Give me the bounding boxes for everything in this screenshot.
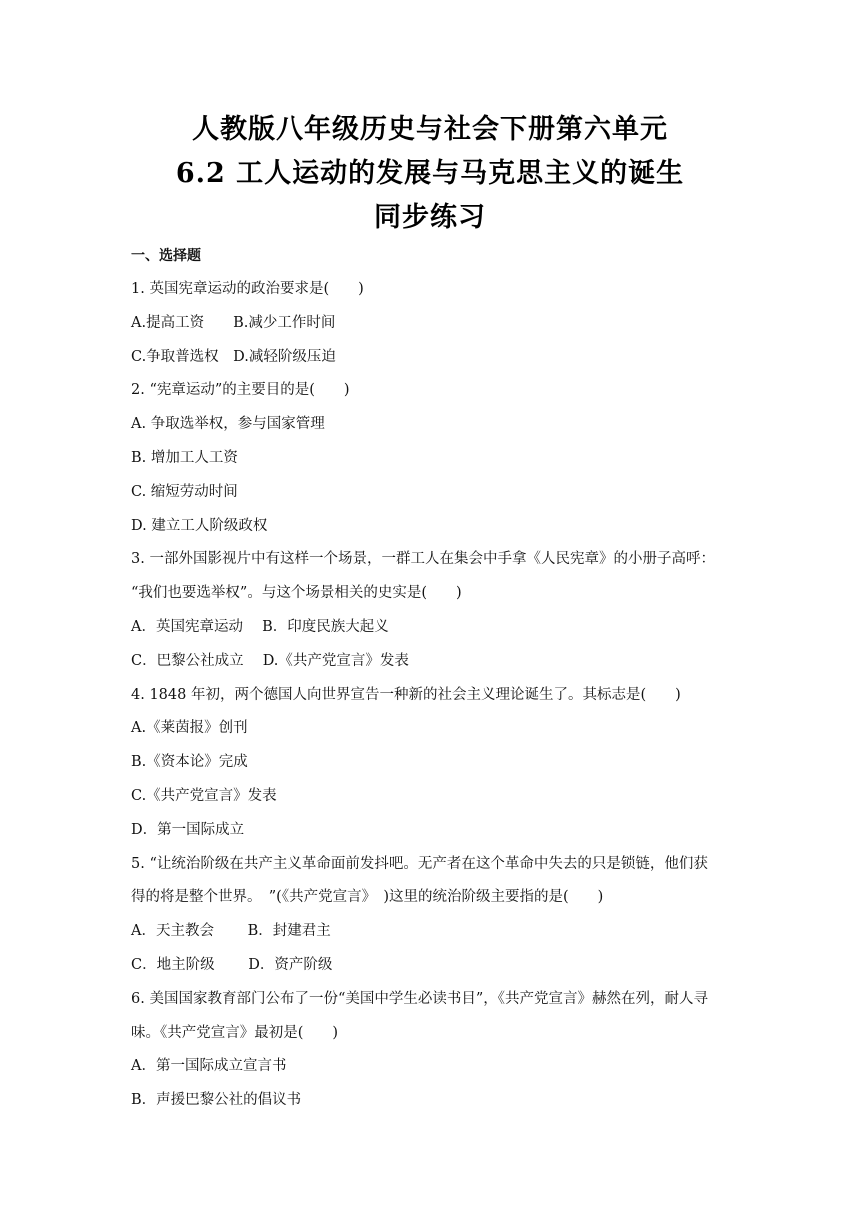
question-2-option-a: A. 争取选举权，参与国家管理 bbox=[131, 416, 325, 433]
question-1-options-cd: C.争取普选权 D.减轻阶级压迫 bbox=[131, 348, 336, 365]
question-6-option-a: A．第一国际成立宣言书 bbox=[131, 1058, 287, 1075]
question-3-options-cd: C．巴黎公社成立 D.《共产党宣言》发表 bbox=[131, 652, 409, 669]
question-4-option-a: A.《莱茵报》创刊 bbox=[131, 720, 248, 737]
question-2-option-d: D. 建立工人阶级政权 bbox=[131, 517, 268, 534]
document-title bbox=[0, 108, 860, 240]
question-4-option-d: D．第一国际成立 bbox=[131, 821, 245, 838]
question-5-options-cd: C．地主阶级 D．资产阶级 bbox=[131, 956, 333, 973]
question-6-stem-line-2: 味。《共产党宣言》最初是( ) bbox=[131, 1024, 339, 1041]
document-body bbox=[131, 244, 741, 1122]
title-line-2: 6.2 工人运动的发展与马克思主义的诞生 bbox=[175, 158, 685, 189]
question-3-options-ab: A．英国宪章运动 B．印度民族大起义 bbox=[131, 618, 389, 635]
question-1-stem: 1. 英国宪章运动的政治要求是( ) bbox=[131, 281, 364, 297]
question-4-option-b: B.《资本论》完成 bbox=[131, 754, 248, 771]
question-2-stem: 2. “宪章运动”的主要目的是( ) bbox=[131, 382, 350, 399]
question-2-option-c: C. 缩短劳动时间 bbox=[131, 483, 238, 500]
question-5-options-ab: A．天主教会 B．封建君主 bbox=[131, 923, 331, 940]
question-5-stem-line-1: 5. “让统治阶级在共产主义革命面前发抖吧。无产者在这个革命中失去的只是锁链，他们获 bbox=[131, 855, 708, 872]
question-6-stem-line-1: 6. 美国国家教育部门公布了一份“美国中学生必读书目”，《共产党宣言》赫然在列，耐人寻 bbox=[131, 990, 709, 1007]
question-3-stem-line-1: 3. 一部外国影视片中有这样一个场景，一群工人在集会中手拿《人民宪章》的小册子高呼： bbox=[131, 551, 715, 568]
title-line-1: 人教版八年级历史与社会下册第六单元 bbox=[192, 114, 668, 145]
title-line-3: 同步练习 bbox=[374, 202, 486, 233]
question-4-option-c: C.《共产党宣言》发表 bbox=[131, 787, 277, 804]
question-3-stem-line-2: “我们也要选举权”。与这个场景相关的史实是( ) bbox=[131, 585, 462, 602]
question-4-stem: 4. 1848 年初，两个德国人向世界宣告一种新的社会主义理论诞生了。其标志是( ) bbox=[131, 686, 681, 703]
question-5-stem-line-2: 得的将是整个世界。 ”(《共产党宣言》 )这里的统治阶级主要指的是( ) bbox=[131, 889, 604, 906]
section-heading: 一、选择题 bbox=[131, 248, 201, 264]
question-6-option-b: B．声援巴黎公社的倡议书 bbox=[131, 1092, 302, 1109]
question-1-options-ab: A.提高工资 B.减少工作时间 bbox=[131, 314, 336, 331]
question-2-option-b: B. 增加工人工资 bbox=[131, 449, 238, 466]
